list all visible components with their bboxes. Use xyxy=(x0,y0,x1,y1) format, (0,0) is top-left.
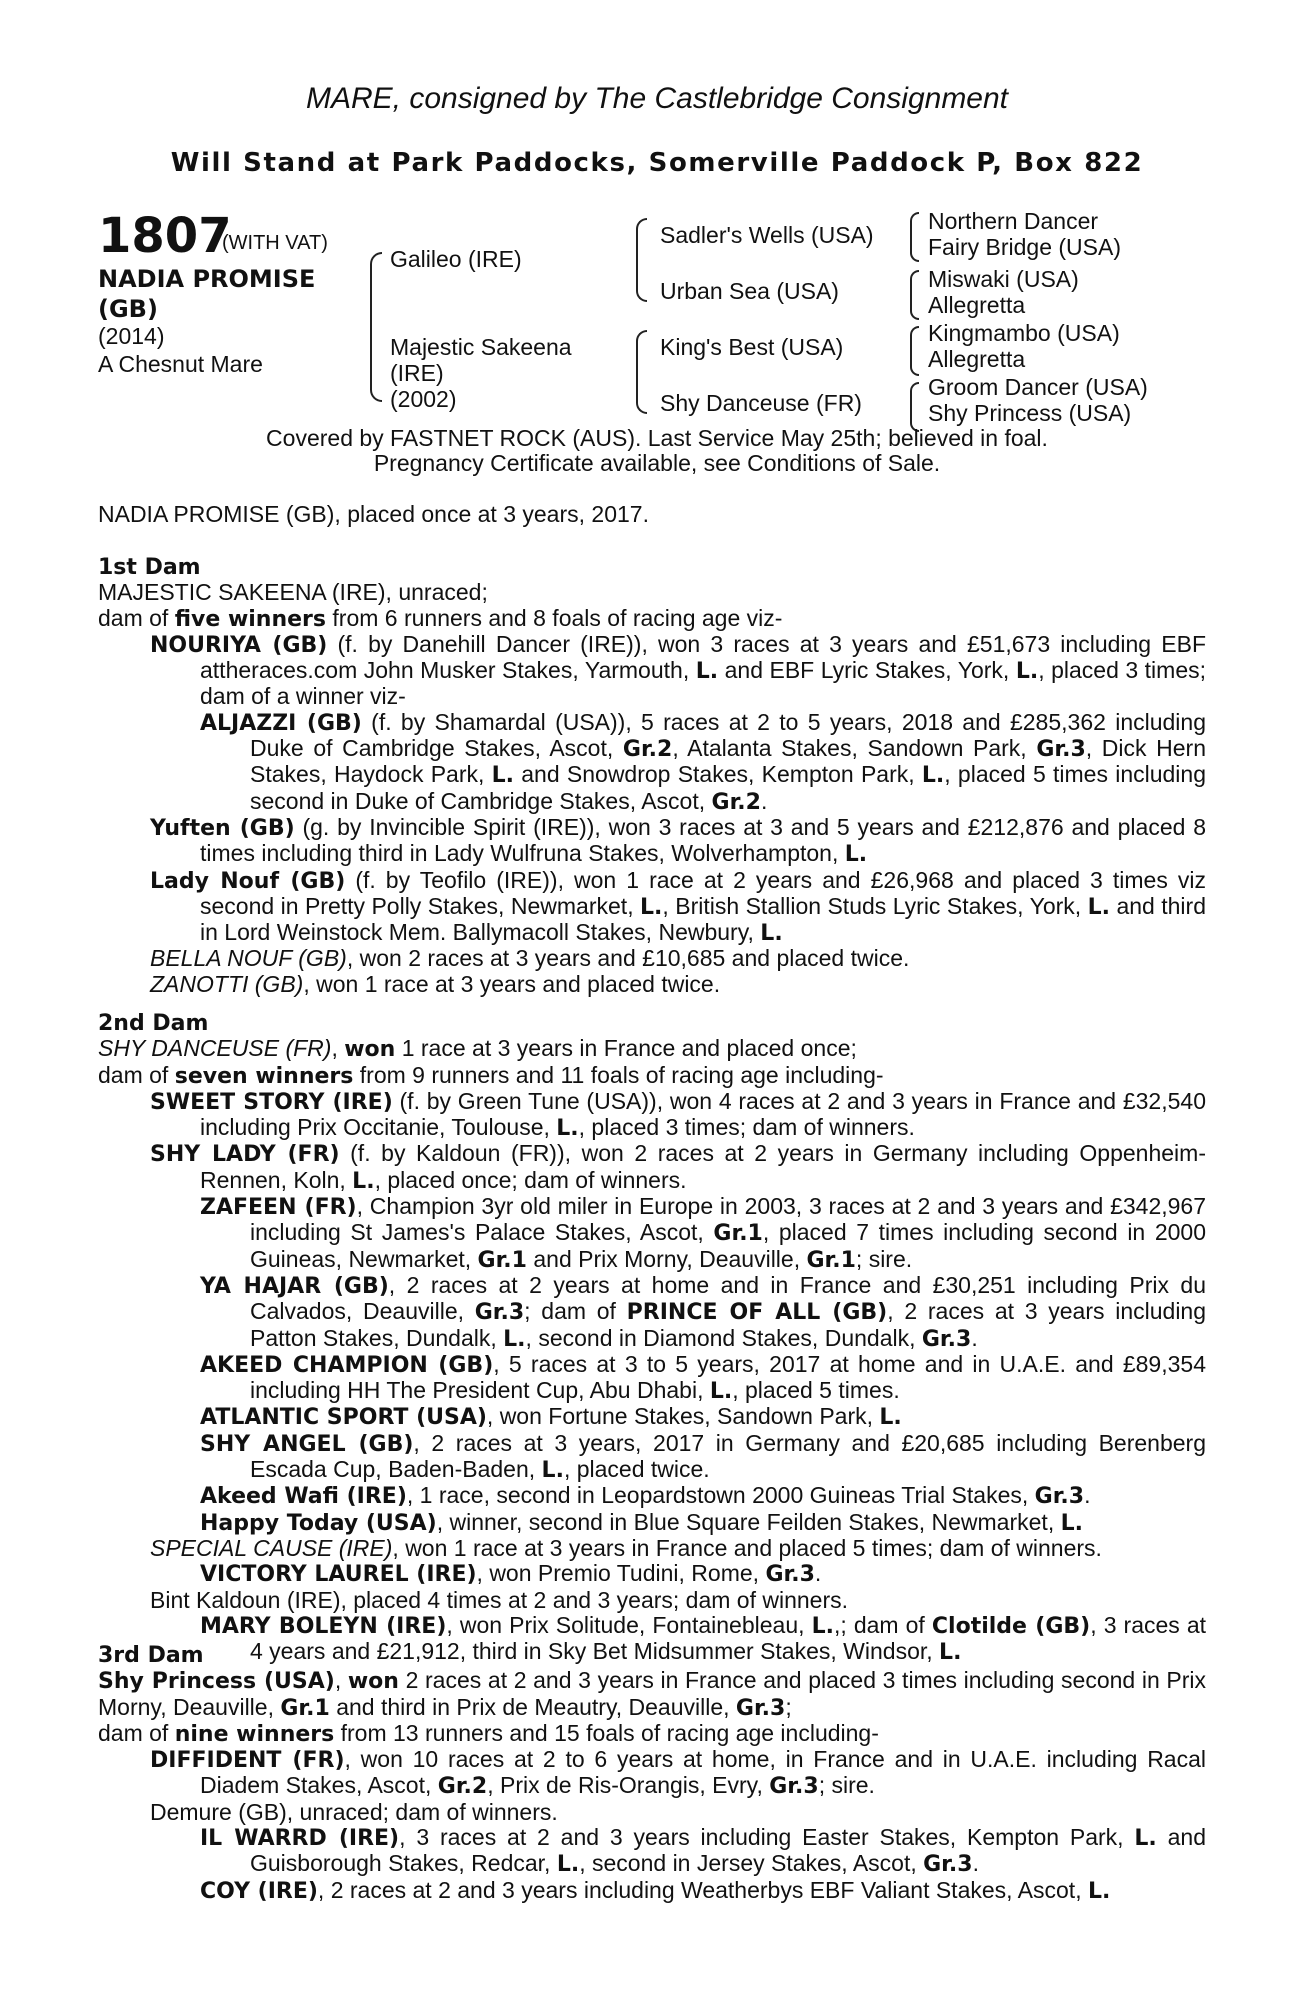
produce-entry: BELLA NOUF (GB), won 2 races at 3 years and £10,685 and placed twice. xyxy=(150,945,910,972)
pedigree-dam-sire: King's Best (USA) xyxy=(660,334,844,360)
summary-block xyxy=(98,502,1206,527)
produce-entry: IL WARRD (IRE), 3 races at 2 and 3 years including Easter Stakes, Kempton Park, L. and Guisborough Stakes, Redcar, L., second in Jersey Stakes, Ascot, Gr.3. xyxy=(200,1824,1206,1878)
produce-entry: AKEED CHAMPION (GB), 5 races at 3 to 5 years, 2017 at home and in U.A.E. and £89,354 including HH The President Cup, Abu Dhabi, L., placed 5 times. xyxy=(200,1350,1206,1405)
second-dam-name: SHY DANCEUSE (FR), won 1 race at 3 years in France and placed once; xyxy=(98,1035,857,1063)
produce-entry: Akeed Wafi (IRE), 1 race, second in Leopardstown 2000 Guineas Trial Stakes, Gr.3. xyxy=(200,1482,1091,1510)
horse-name-line2: (GB) xyxy=(98,295,158,323)
stand-location: Will Stand at Park Paddocks, Somerville Paddock P, Box 822 xyxy=(170,148,1144,178)
pedigree-ds-dam: Allegretta xyxy=(928,346,1026,372)
produce-entry: Lady Nouf (GB) (f. by Teofilo (IRE)), won 1 race at 2 years and £26,968 and placed 3 times viz second in Pretty Polly Stakes, Newmarket, L., British Stallion Studs Lyric Stakes, York, L. and third in Lord Weinstock Mem. Ballymacoll Stakes, Newbury, L. xyxy=(150,866,1206,947)
second-dam-heading: 2nd Dam xyxy=(98,1011,209,1036)
vat-note: (WITH VAT) xyxy=(222,232,328,254)
pedigree-sd-dam: Allegretta xyxy=(928,292,1026,318)
pedigree-sd-sire: Miswaki (USA) xyxy=(928,266,1079,292)
produce-entry: VICTORY LAUREL (IRE), won Premio Tudini, Rome, Gr.3. xyxy=(200,1560,822,1588)
pedigree-ss-dam: Fairy Bridge (USA) xyxy=(928,234,1121,260)
produce-entry: ALJAZZI (GB) (f. by Shamardal (USA)), 5 races at 2 to 5 years, 2018 and £285,362 including Duke of Cambridge Stakes, Ascot, Gr.2, Atalanta Stakes, Sandown Park, Gr.3, Dick Hern Stakes, Haydock Park, L. and Snowdrop Stakes, Kempton Park, L., placed 5 times including second in Duke of Cambridge Stakes, Ascot, Gr.2. xyxy=(200,708,1207,815)
pedigree-dam-line1: Majestic Sakeena xyxy=(390,334,572,360)
pedigree-brace-ds xyxy=(910,326,919,376)
produce-entry: SHY ANGEL (GB), 2 races at 3 years, 2017 in Germany and £20,685 including Berenberg Escada Cup, Baden-Baden, L., placed twice. xyxy=(200,1429,1206,1484)
produce-entry: Happy Today (USA), winner, second in Blue Square Feilden Stakes, Newmarket, L. xyxy=(200,1508,1083,1536)
pedigree-brace-dam xyxy=(636,330,647,414)
first-dam-produce-summary: dam of five winners from 6 runners and 8 foals of racing age viz- xyxy=(98,604,783,632)
first-dam-name: MAJESTIC SAKEENA (IRE), unraced; xyxy=(98,579,488,606)
pedigree-dd-sire: Groom Dancer (USA) xyxy=(928,374,1148,400)
horse-description: A Chesnut Mare xyxy=(98,351,263,377)
third-dam-section xyxy=(98,1642,1206,1904)
horse-name xyxy=(98,264,358,324)
produce-entry: DIFFIDENT (FR), won 10 races at 2 to 6 years at home, in France and in U.A.E. including Racal Diadem Stakes, Ascot, Gr.2, Prix de Ris-Orangis, Evry, Gr.3; sire. xyxy=(150,1746,1206,1800)
pedigree-sire-sire: Sadler's Wells (USA) xyxy=(660,222,874,248)
foaling-year: (2014) xyxy=(98,323,165,349)
second-dam-produce-summary: dam of seven winners from 9 runners and 11 foals of racing age including- xyxy=(98,1061,884,1089)
pedigree-sire-dam: Urban Sea (USA) xyxy=(660,278,839,304)
produce-entry: Bint Kaldoun (IRE), placed 4 times at 2 and 3 years; dam of winners. xyxy=(150,1586,849,1613)
race-summary: NADIA PROMISE (GB), placed once at 3 years, 2017. xyxy=(98,501,649,527)
produce-entry: Yuften (GB) (g. by Invincible Spirit (IRE)), won 3 races at 3 and 5 years and £212,876 and placed 8 times including third in Lady Wulfruna Stakes, Wolverhampton, L. xyxy=(150,813,1206,868)
horse-name-line1: NADIA PROMISE xyxy=(98,265,316,293)
covering-note xyxy=(0,426,1314,476)
covering-line1: Covered by FASTNET ROCK (AUS). Last Service May 25th; believed in foal. xyxy=(266,425,1048,451)
third-dam-name: Shy Princess (USA), won 2 races at 2 and 3 years in France and placed 3 times including second in Prix Morny, Deauville, Gr.1 and third in Prix de Meautry, Deauville, Gr.3; xyxy=(98,1667,1207,1721)
first-dam-heading: 1st Dam xyxy=(98,555,201,580)
lot-number: 1807 xyxy=(98,208,232,264)
produce-entry: YA HAJAR (GB), 2 races at 2 years at home and in France and £30,251 including Prix du Calvados, Deauville, Gr.3; dam of PRINCE OF ALL (GB), 2 races at 3 years including Patton Stakes, Dundalk, L., second in Diamond Stakes, Dundalk, Gr.3. xyxy=(200,1271,1207,1352)
horse-info xyxy=(98,322,263,378)
produce-entry: ZANOTTI (GB), won 1 race at 3 years and placed twice. xyxy=(150,970,721,997)
pedigree-dam-line3: (2002) xyxy=(390,386,457,412)
produce-entry: ATLANTIC SPORT (USA), won Fortune Stakes, Sandown Park, L. xyxy=(200,1403,902,1431)
pedigree-sire: Galileo (IRE) xyxy=(390,246,522,272)
pedigree-dam-dam: Shy Danceuse (FR) xyxy=(660,390,862,416)
pedigree-brace-sd xyxy=(910,270,919,320)
produce-entry: SHY LADY (FR) (f. by Kaldoun (FR)), won 2 races at 2 years in Germany including Oppenheim-Rennen, Koln, L., placed once; dam of winners. xyxy=(150,1140,1206,1194)
produce-entry: COY (IRE), 2 races at 2 and 3 years including Weatherbys EBF Valiant Stakes, Ascot, L. xyxy=(200,1876,1111,1904)
pedigree-dd-dam: Shy Princess (USA) xyxy=(928,400,1132,426)
pedigree-dam-line2: (IRE) xyxy=(390,360,444,386)
pedigree-ss-sire: Northern Dancer xyxy=(928,208,1099,234)
produce-entry: NOURIYA (GB) (f. by Danehill Dancer (IRE)), won 3 races at 3 years and £51,673 including EBF attheraces.com John Musker Stakes, Yarmouth, L. and EBF Lyric Stakes, York, L., placed 3 times; dam of a winner viz- xyxy=(150,630,1207,710)
first-dam-section xyxy=(98,554,1206,997)
third-dam-heading: 3rd Dam xyxy=(98,1643,204,1668)
second-dam-section xyxy=(98,1010,1206,1665)
third-dam-produce-summary: dam of nine winners from 13 runners and 15 foals of racing age including- xyxy=(98,1719,879,1747)
covering-line2: Pregnancy Certificate available, see Conditions of Sale. xyxy=(373,450,941,476)
produce-entry: ZAFEEN (FR), Champion 3yr old miler in Europe in 2003, 3 races at 2 and 3 years and £342,967 including St James's Palace Stakes, Ascot, Gr.1, placed 7 times including second in 2000 Guineas, Newmarket, Gr.1 and Prix Morny, Deauville, Gr.1; sire. xyxy=(200,1193,1207,1273)
pedigree-brace-main xyxy=(370,252,382,402)
consignment-line: MARE, consigned by The Castlebridge Consignment xyxy=(305,82,1009,115)
produce-entry: SWEET STORY (IRE) (f. by Green Tune (USA)), won 4 races at 2 and 3 years in France and £32,540 including Prix Occitanie, Toulouse, L., placed 3 times; dam of winners. xyxy=(150,1087,1206,1142)
produce-entry: MARY BOLEYN (IRE), won Prix Solitude, Fontainebleau, L.,; dam of Clotilde (GB), 3 races at 4 years and £21,912, third in Sky Bet Midsummer Stakes, Windsor, L. xyxy=(200,1611,1207,1666)
pedigree-ds-sire: Kingmambo (USA) xyxy=(928,320,1120,346)
produce-entry: SPECIAL CAUSE (IRE), won 1 race at 3 years in France and placed 5 times; dam of winners. xyxy=(150,1534,1102,1561)
pedigree-brace-ss xyxy=(910,212,919,262)
pedigree-brace-sire xyxy=(636,218,647,302)
pedigree-dam xyxy=(390,334,572,412)
produce-entry: Demure (GB), unraced; dam of winners. xyxy=(150,1798,558,1825)
